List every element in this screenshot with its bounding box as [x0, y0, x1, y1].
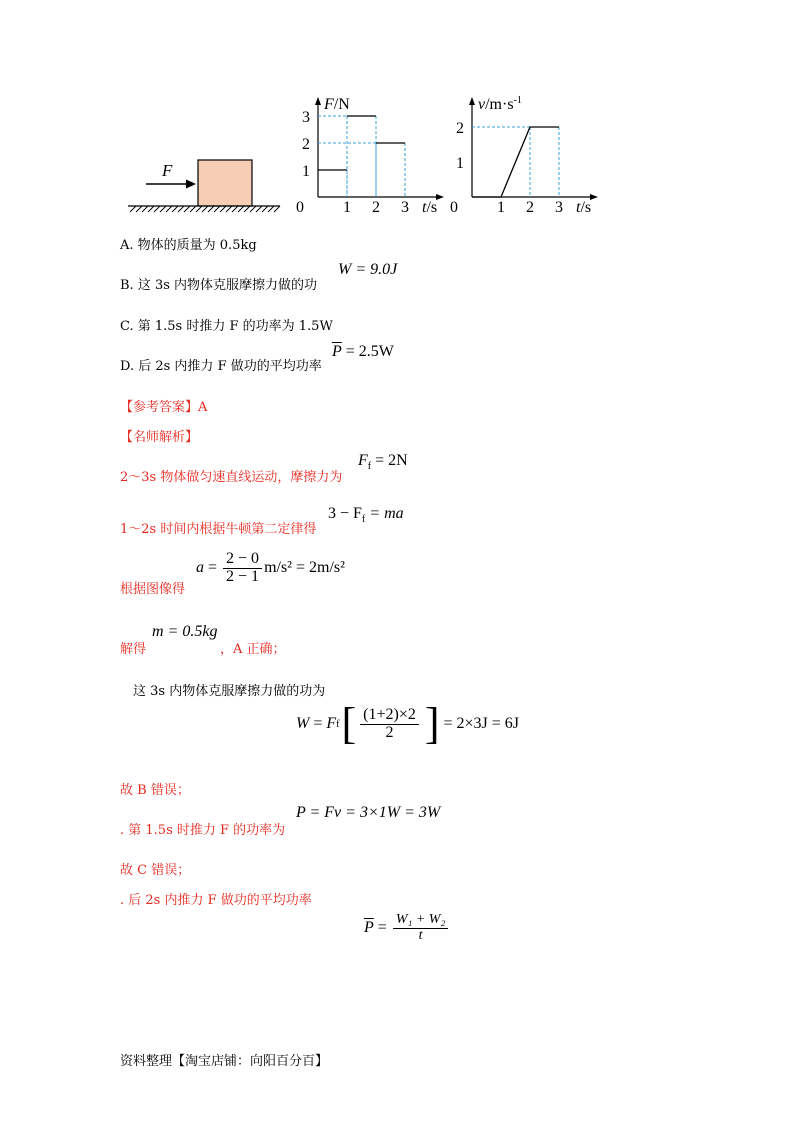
analysis-line-6: 故 B 错误； [120, 783, 190, 798]
x-tick-label: 2 [526, 199, 534, 216]
y-axis-arrow [469, 97, 475, 105]
analysis-line-9: . 后 2s 内推力 F 做功的平均功率 [120, 893, 312, 908]
x-tick-label: 1 [343, 199, 351, 216]
x-tick-label: 1 [497, 199, 505, 216]
analysis-line-2: 1～2s 时间内根据牛顿第二定律得 [120, 522, 317, 537]
block [198, 160, 252, 206]
series-line [472, 127, 559, 197]
answer: 【参考答案】A [120, 400, 208, 415]
option-d: D. 后 2s 内推力 F 做功的平均功率 [120, 359, 322, 374]
analysis-line-5: 这 3s 内物体克服摩擦力做的功为 [133, 684, 326, 699]
force-label: F [162, 161, 173, 180]
x-axis-label: t/s [422, 199, 438, 216]
analysis-line-7: . 第 1.5s 时推力 F 的功率为 [120, 823, 286, 838]
origin-label: 0 [450, 199, 458, 216]
analysis-title: 【名师解析】 [120, 430, 199, 445]
analysis-line-4-tail: ，A 正确； [220, 642, 286, 657]
newton-formula: $3 - F_f$ = ma [328, 505, 404, 526]
option-b: B. 这 3s 内物体克服摩擦力做的功 [120, 278, 318, 293]
option-a: A. 物体的质量为 0.5kg [120, 238, 257, 253]
x-tick-label: 2 [372, 199, 380, 216]
friction-formula: $F_f = 2N$ [358, 452, 408, 473]
x-tick-label: 3 [401, 199, 409, 216]
footer: 资料整理【淘宝店铺：向阳百分百】 [120, 1054, 329, 1069]
analysis-line-8: 故 C 错误； [120, 863, 191, 878]
y-axis-arrow [315, 97, 321, 105]
x-tick-label: 3 [555, 199, 563, 216]
analysis-line-3: 根据图像得 [120, 582, 186, 597]
avg-power-formula: $\overline{P}$ = $\frac{\text{W₁ + W₂}}{t}$ [364, 913, 450, 943]
y-tick-label: 1 [302, 163, 310, 180]
block-figure [120, 150, 285, 215]
y-tick-label: 1 [456, 155, 464, 172]
analysis-line-4: 解得 [120, 642, 147, 657]
y-tick-label: 2 [302, 136, 310, 153]
y-tick-label: 3 [302, 109, 310, 126]
y-axis-label: F/N [324, 96, 350, 113]
x-axis-arrow [436, 194, 444, 200]
force-time-chart [296, 95, 446, 217]
analysis-line-1: 2～3s 物体做匀速直线运动，摩擦力为 [120, 470, 343, 485]
acceleration-formula: a = $\frac{2 - 0}{2 - 1}$ m/s² = 2m/s² [196, 550, 345, 585]
mass-formula: m = 0.5kg [152, 623, 218, 640]
y-tick-label: 2 [456, 120, 464, 137]
force-arrow-head [186, 180, 196, 189]
x-axis-arrow [590, 194, 598, 200]
option-c: C. 第 1.5s 时推力 F 的功率为 1.5W [120, 319, 333, 334]
option-b-formula: W = 9.0J [338, 261, 398, 278]
velocity-time-chart [450, 95, 600, 217]
power-formula: P = Fv = 3×1W = 3W [296, 804, 441, 821]
work-formula: W = F f [ $\frac{(1+2)\times 2}{2}$ ] = 2×3J = 6J [296, 699, 520, 748]
origin-label: 0 [296, 199, 304, 216]
option-d-formula: $\overline{P} = 2.5W$ [332, 343, 394, 360]
y-axis-label: $v/m\cdot s^{-1}$ [478, 95, 522, 113]
x-axis-label: t/s [576, 199, 592, 216]
ground-hatch [130, 206, 280, 212]
